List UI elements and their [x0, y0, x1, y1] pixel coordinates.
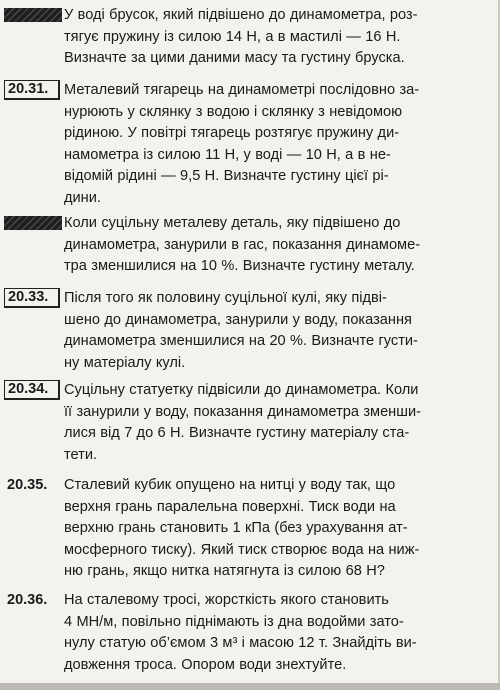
- text-line: Сталевий кубик опущено на нитці у воду так, що: [64, 477, 396, 493]
- problem-number: 20.35.: [7, 477, 48, 493]
- problem-number-smudged: [4, 8, 62, 22]
- problem-number-smudged: [4, 216, 62, 230]
- problem-text: [64, 380, 492, 466]
- problem-text: [64, 213, 492, 278]
- text-line: ну матеріалу кулі.: [64, 354, 186, 371]
- text-line: мосферного тиску). Який тиск створює вода на ниж-: [64, 541, 420, 558]
- text-line: На сталевому тросі, жорсткість якого становить: [64, 592, 389, 608]
- text-line: шено до динамометра, занурили у воду, показання: [64, 311, 412, 328]
- problem-number: 20.33.: [4, 288, 60, 308]
- text-line: верхня грань паралельна поверхні. Тиск води на: [64, 498, 396, 515]
- text-line: відомій рідині — 9,5 Н. Визначте густину цієї рі-: [64, 168, 389, 185]
- text-line: довження троса. Опором води знехтуйте.: [64, 656, 347, 673]
- problem-number: 20.31.: [4, 80, 60, 100]
- text-line: верхню грань становить 1 кПа (без урахування ат-: [64, 520, 408, 537]
- text-line: Після того як половину суцільної кулі, яку підві-: [64, 290, 387, 306]
- problem-text: [64, 475, 492, 583]
- text-line: намометра із силою 11 Н, у воді — 10 Н, а в не-: [64, 146, 391, 163]
- page-bottom-edge: [0, 683, 500, 690]
- text-line: динамометра, занурили в гас, показання динамоме-: [64, 236, 421, 253]
- text-line: нурюють у склянку з водою і склянку з невідомою: [64, 103, 403, 120]
- text-line: тети.: [64, 446, 98, 463]
- text-line: нулу статую об’ємом 3 м³ і масою 12 т. Знайдіть ви-: [64, 635, 417, 652]
- text-line: Коли суцільну металеву деталь, яку підвішено до: [64, 215, 401, 231]
- text-line: Визначте за цими даними масу та густину бруска.: [64, 50, 405, 67]
- problem-text: [64, 288, 492, 374]
- problem-text: [64, 5, 492, 70]
- text-line: У воді брусок, який підвішено до динамометра, роз-: [64, 7, 418, 23]
- text-line: динамометра зменшилися на 20 %. Визначте густи-: [64, 333, 418, 350]
- problem-text: [64, 590, 492, 676]
- text-line: тра зменшилися на 10 %. Визначте густину металу.: [64, 258, 415, 275]
- text-line: тягує пружину із силою 14 Н, а в мастилі — 16 Н.: [64, 28, 401, 45]
- text-line: Металевий тягарець на динамометрі послідовно за-: [64, 82, 420, 98]
- text-line: Суцільну статуетку підвісили до динамометра. Коли: [64, 382, 419, 398]
- text-line: ню грань, якщо нитка натягнута із силою 68 Н?: [64, 563, 385, 580]
- text-line: 4 МН/м, повільно піднімають із дна водойми зато-: [64, 613, 404, 630]
- problem-number: 20.36.: [7, 592, 48, 608]
- problem-text: [64, 80, 492, 210]
- text-line: рідиною. У повітрі тягарець розтягує пружину ди-: [64, 125, 400, 142]
- problem-number: 20.34.: [4, 380, 60, 400]
- text-line: лися від 7 до 6 Н. Визначте густину матеріалу ста-: [64, 425, 410, 442]
- text-line: її занурили у воду, показання динамометра зменши-: [64, 403, 421, 420]
- text-line: дини.: [64, 189, 101, 206]
